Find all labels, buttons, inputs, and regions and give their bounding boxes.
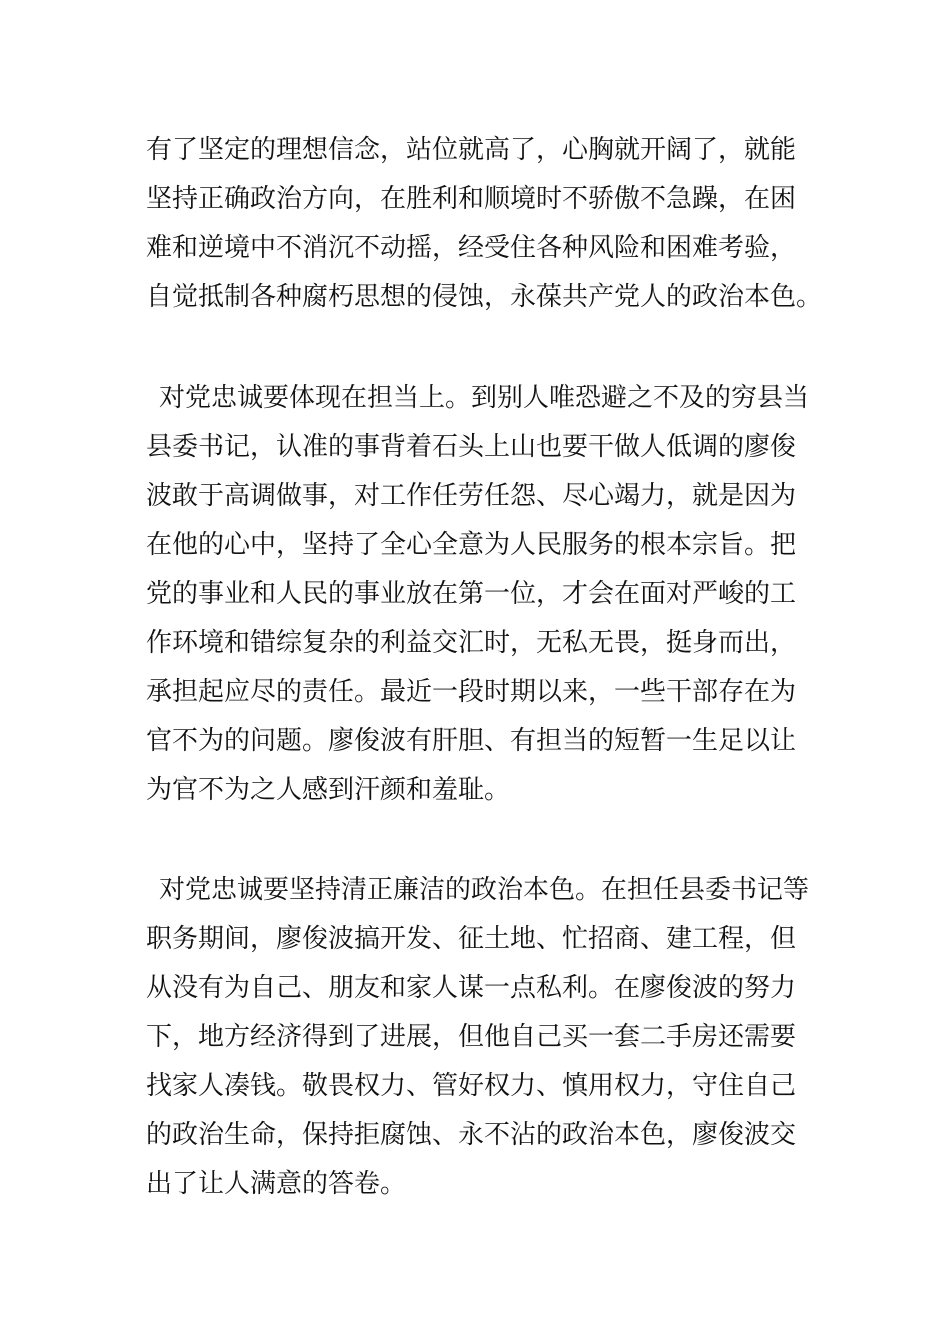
paragraph-line: 官不为的问题。廖俊波有肝胆、有担当的短暂一生足以让 [146, 726, 797, 756]
paragraph-line: 下，地方经济得到了进展，但他自己买一套二手房还需要 [146, 1022, 797, 1052]
paragraph-line: 职务期间，廖俊波搞开发、征土地、忙招商、建工程，但 [146, 924, 797, 954]
paragraph-line: 波敢于高调做事，对工作任劳任怨、尽心竭力，就是因为 [146, 481, 797, 511]
paragraph-line: 对党忠诚要体现在担当上。到别人唯恐避之不及的穷县当 [159, 383, 810, 413]
paragraph-line: 有了坚定的理想信念，站位就高了，心胸就开阔了，就能 [146, 135, 797, 165]
paragraph-line: 找家人凑钱。敬畏权力、管好权力、慎用权力，守住自己 [146, 1071, 797, 1101]
paragraph-line: 县委书记，认准的事背着石头上山也要干做人低调的廖俊 [146, 432, 797, 462]
paragraph-line: 对党忠诚要坚持清正廉洁的政治本色。在担任县委书记等 [159, 875, 810, 905]
paragraph-line: 为官不为之人感到汗颜和羞耻。 [146, 775, 511, 805]
paragraph-line: 难和逆境中不消沉不动摇，经受住各种风险和困难考验， [146, 233, 797, 263]
paragraph-1 [146, 126, 823, 322]
paragraph-line: 坚持正确政治方向，在胜利和顺境时不骄傲不急躁，在困 [146, 184, 797, 214]
paragraph-line: 从没有为自己、朋友和家人谋一点私利。在廖俊波的努力 [146, 973, 797, 1003]
paragraph-line: 的政治生命，保持拒腐蚀、永不沾的政治本色，廖俊波交 [146, 1120, 797, 1150]
paragraph-line: 党的事业和人民的事业放在第一位，才会在面对严峻的工 [146, 579, 797, 609]
paragraph-3 [146, 866, 811, 1209]
paragraph-line: 在他的心中，坚持了全心全意为人民服务的根本宗旨。把 [146, 530, 797, 560]
paragraph-line: 自觉抵制各种腐朽思想的侵蚀，永葆共产党人的政治本色。 [146, 282, 823, 312]
paragraph-line: 承担起应尽的责任。最近一段时期以来，一些干部存在为 [146, 677, 797, 707]
paragraph-line: 出了让人满意的答卷。 [146, 1169, 407, 1199]
paragraph-2 [146, 374, 811, 815]
paragraph-line: 作环境和错综复杂的利益交汇时，无私无畏，挺身而出， [146, 628, 797, 658]
